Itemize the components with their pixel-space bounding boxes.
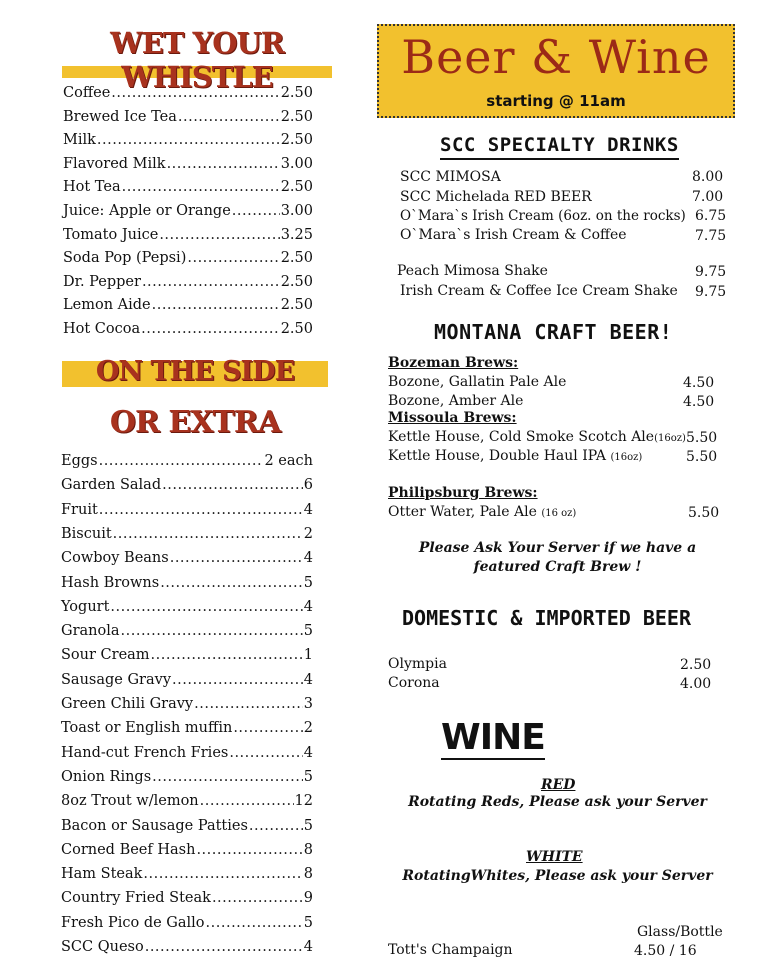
drink-leader-dots <box>97 132 280 148</box>
drink-row <box>63 227 313 243</box>
side-leader-dots <box>99 453 264 469</box>
side-leader-dots <box>196 842 302 858</box>
drink-row <box>63 297 313 313</box>
side-leader-dots <box>151 647 303 663</box>
specialty-item: O`Mara`s Irish Cream & Coffee <box>400 227 627 243</box>
drink-price: 2.50 <box>280 108 313 125</box>
craft-note-line1: Please Ask Your Server if we have a <box>418 540 697 556</box>
side-leader-dots <box>152 769 303 785</box>
side-row <box>61 745 313 761</box>
side-name: Eggs <box>61 453 98 469</box>
drink-row <box>63 156 313 172</box>
side-price: 4 <box>303 550 313 567</box>
side-price: 4 <box>303 671 313 688</box>
side-leader-dots <box>212 890 303 906</box>
side-name: Biscuit <box>61 525 112 542</box>
craft-item: Bozone, Gallatin Pale Ale <box>388 374 567 390</box>
side-price: 8 <box>303 866 313 883</box>
craft-item-size: (16 oz) <box>541 508 577 519</box>
craft-price: 5.50 <box>688 505 720 521</box>
craft-item <box>388 429 686 445</box>
side-price: 12 <box>294 793 313 810</box>
side-price: 4 <box>303 744 313 761</box>
side-leader-dots <box>160 575 303 591</box>
bozeman-heading: Bozeman Brews: <box>388 355 519 371</box>
specialty-price: 9.75 <box>695 284 727 300</box>
side-leader-dots <box>170 550 303 566</box>
side-price: 6 <box>303 477 313 494</box>
drink-name: Brewed Ice Tea <box>63 108 177 125</box>
drink-name: Coffee <box>63 85 111 101</box>
drink-row <box>63 109 313 125</box>
side-row <box>61 866 313 882</box>
side-row <box>61 623 313 639</box>
specialty-item: O`Mara`s Irish Cream (6oz. on the rocks) <box>400 208 686 224</box>
side-price: 5 <box>303 768 313 785</box>
side-price: 2 each <box>264 453 313 469</box>
side-name: Fresh Pico de Gallo <box>61 914 205 931</box>
side-row <box>61 599 313 615</box>
side-price: 2 <box>303 525 313 542</box>
side-name: Sausage Gravy <box>61 671 172 688</box>
drink-price: 2.50 <box>280 85 313 101</box>
side-name: Hand-cut French Fries <box>61 744 229 761</box>
drink-leader-dots <box>167 156 280 172</box>
craft-price: 5.50 <box>686 449 718 465</box>
drink-name: Juice: Apple or Orange <box>63 203 231 219</box>
side-row <box>61 890 313 906</box>
side-name: Granola <box>61 623 120 640</box>
side-price: 4 <box>303 939 313 955</box>
side-row <box>61 502 313 518</box>
craft-item: Bozone, Amber Ale <box>388 393 524 409</box>
specialty-item: SCC Michelada RED BEER <box>400 189 592 205</box>
side-row <box>61 550 313 566</box>
side-row <box>61 939 313 955</box>
side-leader-dots <box>143 866 302 882</box>
side-leader-dots <box>229 745 302 761</box>
side-leader-dots <box>99 502 303 518</box>
side-leader-dots <box>200 793 294 809</box>
side-name: Ham Steak <box>61 866 143 883</box>
side-price: 8 <box>303 841 313 858</box>
drink-row <box>63 274 313 290</box>
side-price: 1 <box>303 647 313 664</box>
philipsburg-heading: Philipsburg Brews: <box>388 485 538 501</box>
side-name: Sour Cream <box>61 647 150 664</box>
drink-price: 2.50 <box>280 273 313 290</box>
drink-leader-dots <box>111 85 279 101</box>
side-leader-dots <box>194 696 303 712</box>
craft-price: 4.50 <box>683 375 715 391</box>
side-name: SCC Queso <box>61 939 144 955</box>
drink-price: 2.50 <box>280 250 313 267</box>
drinks-title: WET YOUR WHISTLE <box>110 26 284 94</box>
drink-price: 3.00 <box>280 203 313 219</box>
side-leader-dots <box>249 818 303 834</box>
side-row <box>61 793 313 809</box>
side-leader-dots <box>113 526 303 542</box>
domestic-price: 4.00 <box>680 676 712 692</box>
side-price: 5 <box>303 574 313 591</box>
specialty-price: 6.75 <box>695 208 727 224</box>
side-name: Onion Rings <box>61 768 152 785</box>
specialty-item: Peach Mimosa Shake <box>397 263 548 279</box>
side-leader-dots <box>233 720 302 736</box>
craft-item <box>388 504 576 520</box>
side-row <box>61 575 313 591</box>
drink-row <box>63 132 313 148</box>
side-leader-dots <box>172 672 303 688</box>
drink-price: 2.50 <box>280 321 313 337</box>
domestic-price: 2.50 <box>680 657 712 673</box>
side-name: Corned Beef Hash <box>61 841 196 858</box>
drink-name: Lemon Aide <box>63 297 151 314</box>
drink-price: 2.50 <box>280 132 313 149</box>
side-name: Bacon or Sausage Patties <box>61 817 248 834</box>
side-price: 5 <box>303 914 313 931</box>
specialty-price: 7.75 <box>695 228 727 244</box>
drink-row <box>63 203 313 219</box>
drink-leader-dots <box>152 297 280 313</box>
drink-name: Milk <box>63 132 96 149</box>
craft-item-size: (16oz) <box>610 452 643 463</box>
side-name: Fruit <box>61 501 98 518</box>
craft-item-name: Kettle House, Double Haul IPA <box>388 448 611 464</box>
side-price: 2 <box>303 720 313 737</box>
side-leader-dots <box>162 477 303 493</box>
side-leader-dots <box>121 623 303 639</box>
wine-white-label: WHITE <box>526 849 583 865</box>
drink-name: Soda Pop (Pepsi) <box>63 250 187 267</box>
drink-price: 2.50 <box>280 179 313 196</box>
drink-leader-dots <box>232 203 280 219</box>
wine-heading: WINE <box>441 717 545 758</box>
drink-leader-dots <box>122 179 280 195</box>
domestic-heading: DOMESTIC & IMPORTED BEER <box>402 606 691 630</box>
specialty-item: Irish Cream & Coffee Ice Cream Shake <box>400 283 678 299</box>
side-row <box>61 720 313 736</box>
side-row <box>61 477 313 493</box>
craft-item-size: (16oz) <box>654 433 686 444</box>
side-row <box>61 769 313 785</box>
side-row <box>61 672 313 688</box>
side-row <box>61 818 313 834</box>
beer-wine-banner <box>377 24 735 118</box>
craft-price: 4.50 <box>683 394 715 410</box>
drink-price: 3.00 <box>280 155 313 172</box>
side-price: 4 <box>303 598 313 615</box>
side-name: Cowboy Beans <box>61 550 169 567</box>
wine-white-text: RotatingWhites, Please ask your Server <box>402 868 713 884</box>
wine-red-label: RED <box>541 777 576 793</box>
craft-item-name: Kettle House, Cold Smoke Scotch Ale <box>388 429 655 445</box>
side-row <box>61 696 313 712</box>
glass-bottle-label: Glass/Bottle <box>637 924 723 940</box>
drink-name: Tomato Juice <box>63 226 159 243</box>
drink-name: Hot Tea <box>63 179 121 196</box>
side-row <box>61 453 313 469</box>
drink-leader-dots <box>159 227 279 243</box>
wine-price: 4.50 / 16 <box>634 943 697 959</box>
specialty-heading: SCC SPECIALTY DRINKS <box>440 134 679 160</box>
drink-name: Flavored Milk <box>63 155 166 172</box>
specialty-price: 8.00 <box>692 169 724 185</box>
side-name: Garden Salad <box>61 477 162 494</box>
side-price: 5 <box>303 623 313 640</box>
drink-price: 3.25 <box>280 226 313 243</box>
side-row <box>61 842 313 858</box>
side-name: Toast or English muffin <box>61 720 233 737</box>
drink-leader-dots <box>141 321 280 337</box>
side-price: 3 <box>303 696 313 712</box>
drink-row <box>63 179 313 195</box>
domestic-item: Corona <box>388 675 440 691</box>
specialty-price: 9.75 <box>695 264 727 280</box>
drink-row <box>63 85 313 101</box>
drink-leader-dots <box>187 250 279 266</box>
side-row <box>61 915 313 931</box>
sides-title-line2: OR EXTRA <box>109 405 281 440</box>
drink-row <box>63 250 313 266</box>
drink-price: 2.50 <box>280 297 313 314</box>
side-name: Yogurt <box>61 598 110 615</box>
craft-item-name: Otter Water, Pale Ale <box>388 504 542 520</box>
craft-price: 5.50 <box>686 430 718 446</box>
wine-item: Tott's Champaign <box>388 942 513 958</box>
missoula-heading: Missoula Brews: <box>388 410 517 426</box>
side-price: 9 <box>303 890 313 907</box>
craft-heading: MONTANA CRAFT BEER! <box>434 320 673 344</box>
beer-wine-subtitle: starting @ 11am <box>486 92 626 110</box>
side-name: 8oz Trout w/lemon <box>61 793 199 810</box>
side-leader-dots <box>110 599 302 615</box>
craft-note-line2: featured Craft Brew ! <box>473 559 642 575</box>
beer-wine-title: Beer & Wine <box>401 30 711 84</box>
side-price: 4 <box>303 501 313 518</box>
side-row <box>61 647 313 663</box>
side-name: Green Chili Gravy <box>61 696 194 712</box>
craft-item <box>388 448 642 464</box>
drink-row <box>63 321 313 337</box>
specialty-price: 7.00 <box>692 189 724 205</box>
side-leader-dots <box>206 915 303 931</box>
side-row <box>61 526 313 542</box>
side-leader-dots <box>145 939 303 955</box>
side-price: 5 <box>303 817 313 834</box>
side-name: Hash Browns <box>61 574 160 591</box>
domestic-item: Olympia <box>388 656 447 672</box>
specialty-item: SCC MIMOSA <box>400 169 501 185</box>
drink-leader-dots <box>178 109 280 125</box>
wine-red-text: Rotating Reds, Please ask your Server <box>408 794 707 810</box>
drink-leader-dots <box>142 274 280 290</box>
drink-name: Dr. Pepper <box>63 273 141 290</box>
drink-name: Hot Cocoa <box>63 321 141 337</box>
side-name: Country Fried Steak <box>61 890 211 907</box>
sides-title-line1: ON THE SIDE <box>95 356 295 387</box>
